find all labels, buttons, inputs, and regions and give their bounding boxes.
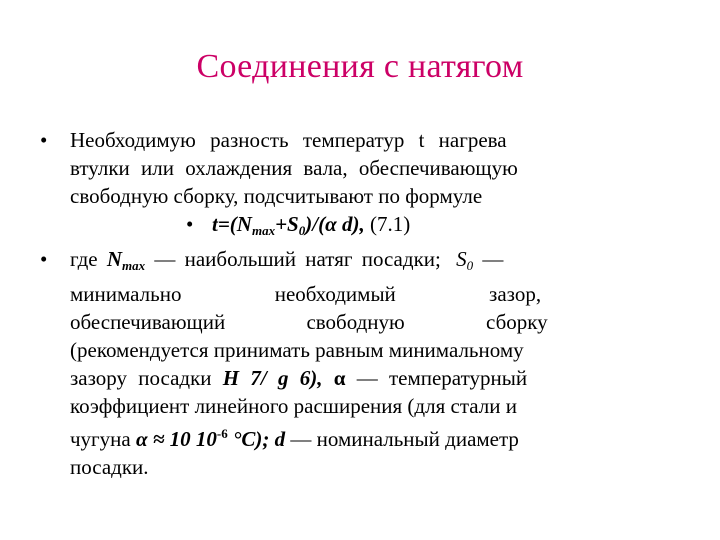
fit-designation: H 7/ g 6), xyxy=(222,366,323,390)
slide-title: Соединения с натягом xyxy=(196,48,524,85)
formula-d: d), xyxy=(336,212,365,236)
p1-line-3 xyxy=(70,182,708,210)
formula-close-open: )/( xyxy=(305,212,326,236)
p2-line-1 xyxy=(70,245,708,280)
p2-line-2 xyxy=(70,280,708,308)
approx-symbol: ≈ xyxy=(152,427,165,451)
var-n: N xyxy=(106,247,122,271)
p2-text-1: — наибольший натяг посадки; xyxy=(145,247,441,271)
p2-line-5 xyxy=(70,364,708,392)
p2-line-7 xyxy=(70,420,708,453)
p2-dash: — xyxy=(473,247,504,271)
var-s: S xyxy=(456,247,467,271)
p2-line-6-text: коэффициент линейного расширения (для стали и xyxy=(70,394,517,418)
p2-line-8 xyxy=(70,453,708,481)
p1-line-2 xyxy=(70,154,708,182)
p1-line-1 xyxy=(70,126,708,154)
alpha-symbol: α xyxy=(333,366,346,390)
var-s-sub: 0 xyxy=(466,258,474,273)
p2-line-7-a: чугуна xyxy=(70,427,131,451)
formula-zero-sub: 0 xyxy=(298,223,306,238)
bullet-icon: • xyxy=(40,247,48,271)
formula-t: t=(N xyxy=(212,212,252,236)
formula-plus-s: +S xyxy=(275,212,299,236)
alpha-symbol: α xyxy=(325,212,337,236)
coefficient-unit: °C); xyxy=(227,427,270,451)
var-n-sub: max xyxy=(122,258,146,273)
slide-body xyxy=(36,126,708,481)
formula-max-sub: max xyxy=(251,223,276,238)
paragraph-definitions xyxy=(36,245,708,481)
p2-line-5-b: — температурный xyxy=(356,366,528,390)
formula-number: (7.1) xyxy=(364,212,411,236)
paragraph-formula-intro xyxy=(36,126,708,210)
p2-line-2-text: минимально необходимый зазор, xyxy=(70,282,542,306)
p2-line-4-text: (рекомендуется принимать равным минимальному xyxy=(70,338,524,362)
p2-line-3-text: обеспечивающий свободную сборку xyxy=(70,310,548,334)
p2-line-7-rest: — номинальный диаметр xyxy=(285,427,519,451)
p2-line-6 xyxy=(70,392,708,420)
var-d: d xyxy=(274,427,286,451)
p1-line-2-text: втулки или охлаждения вала, обеспечивающую xyxy=(70,156,518,180)
p2-line-8-text: посадки. xyxy=(70,455,149,479)
coefficient-value: 10 10 xyxy=(169,427,217,451)
alpha-symbol: α xyxy=(135,427,148,451)
coefficient-exponent: -6 xyxy=(216,426,228,441)
p2-line-5-a: зазору посадки xyxy=(70,366,212,390)
p1-line-1-text: Необходимую разность температур t нагрева xyxy=(70,128,507,152)
bullet-icon: • xyxy=(186,212,194,236)
bullet-icon: • xyxy=(40,128,48,152)
formula-line xyxy=(36,210,708,245)
p1-line-3-text: свободную сборку, подсчитывают по формуле xyxy=(70,184,483,208)
formula xyxy=(186,210,411,245)
p2-line-3 xyxy=(70,308,708,336)
p2-word-gde: где xyxy=(70,247,98,271)
p2-line-4 xyxy=(70,336,708,364)
